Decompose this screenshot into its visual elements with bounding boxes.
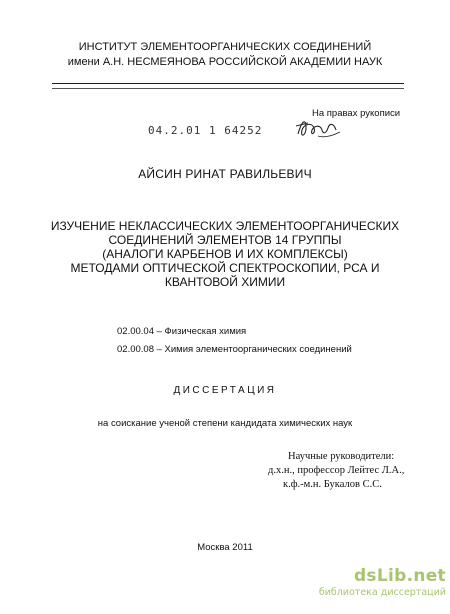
degree-line: на соискание ученой степени кандидата химических наук <box>97 418 353 429</box>
city-year: Москва 2011 <box>197 542 253 553</box>
rights-note: На правах рукописи <box>312 108 401 119</box>
document-type: ДИССЕРТАЦИЯ <box>173 385 277 396</box>
title-line-3: (АНАЛОГИ КАРБЕНОВ И ИХ КОМПЛЕКСЫ) <box>102 247 348 261</box>
registration-stamp: 04.2.01 1 64252 <box>148 124 263 137</box>
advisor-1: д.х.н., профессор Лейтес Л.А., <box>268 465 405 476</box>
author-name: АЙСИН РИНАТ РАВИЛЬЕВИЧ <box>138 167 312 181</box>
academy-name: имени А.Н. НЕСМЕЯНОВА РОССИЙСКОЙ АКАДЕМИИ НАУК <box>67 56 383 68</box>
site-watermark <box>316 566 446 598</box>
watermark-brand: dsLib.net <box>353 566 446 586</box>
title-line-2: СОЕДИНЕНИЙ ЭЛЕМЕНТОВ 14 ГРУППЫ <box>108 233 342 247</box>
signature-image <box>292 114 344 142</box>
advisor-2: к.ф.-м.н. Букалов С.С. <box>283 479 382 490</box>
institute-name: ИНСТИТУТ ЭЛЕМЕНТООРГАНИЧЕСКИХ СОЕДИНЕНИЙ <box>78 41 372 53</box>
header-divider <box>52 83 404 84</box>
specialty-item: 02.00.08 – Химия элементоорганических соединений <box>117 344 352 355</box>
title-line-1: ИЗУЧЕНИЕ НЕКЛАССИЧЕСКИХ ЭЛЕМЕНТООРГАНИЧЕСКИХ <box>50 219 400 233</box>
watermark-tagline: библиотека диссертаций <box>318 587 446 598</box>
title-line-5: КВАНТОВОЙ ХИМИИ <box>164 275 286 289</box>
title-line-4: МЕТОДАМИ ОПТИЧЕСКОЙ СПЕКТРОСКОПИИ, РСА И <box>70 261 380 275</box>
specialty-item: 02.00.04 – Физическая химия <box>117 326 247 337</box>
advisors-heading: Научные руководители: <box>288 451 395 462</box>
header-divider-thin <box>52 88 404 89</box>
